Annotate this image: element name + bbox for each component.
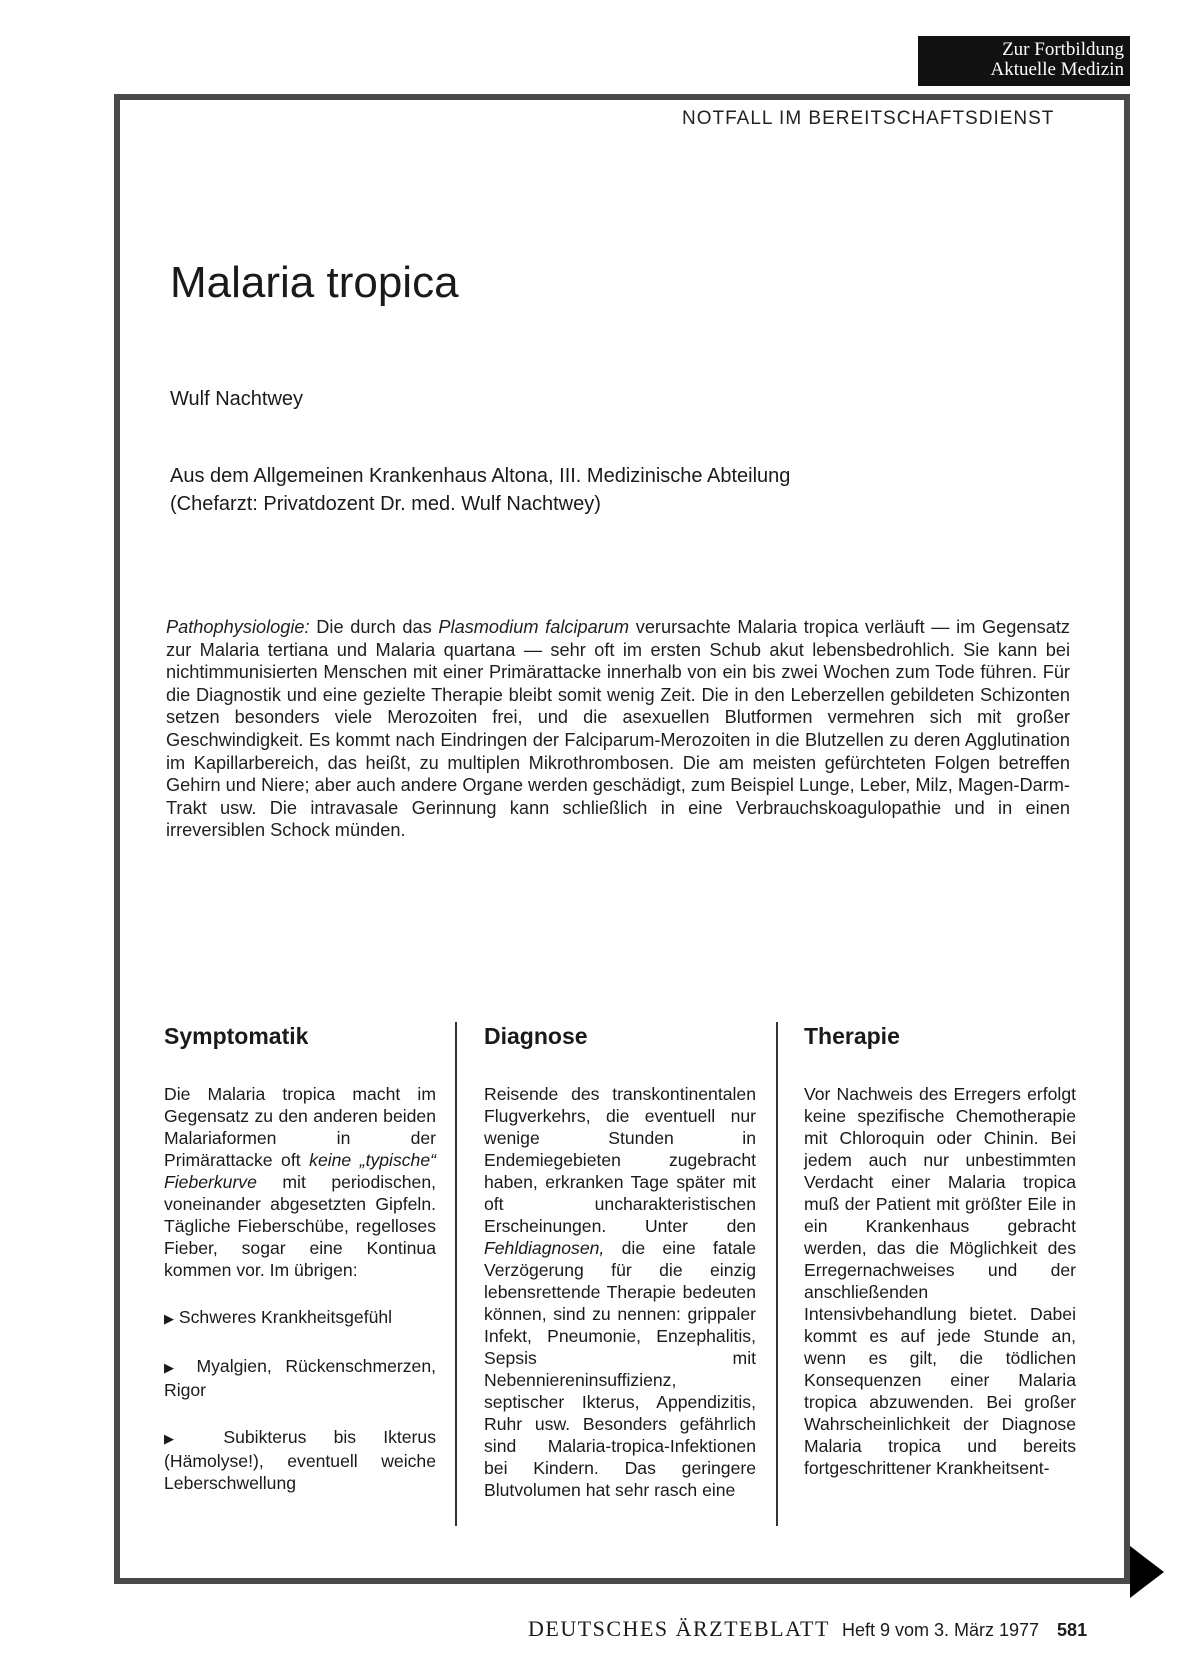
column-therapie: [804, 1022, 1076, 1479]
rubric-kicker: NOTFALL IM BEREITSCHAFTSDIENST: [682, 108, 1055, 129]
section-tag: [918, 36, 1130, 86]
symptom-bullet-text: Myalgien, Rückenschmerzen, Rigor: [164, 1356, 437, 1400]
affiliation-line-2: (Chefarzt: Privatdozent Dr. med. Wulf Nachtwey): [170, 493, 601, 515]
diagnose-paragraph: [484, 1083, 756, 1501]
symptomatik-text-1: Die Malaria tropica macht im Gegensatz zu den anderen beiden Malariaformen in der Primärattacke oft: [164, 1084, 436, 1170]
column-diagnose: [484, 1022, 756, 1501]
abstract-text-1: Die durch das: [309, 617, 439, 637]
section-tag-line-2: Aktuelle Medizin: [990, 59, 1124, 80]
section-tag-line-1: Zur Fortbildung: [1002, 39, 1124, 60]
symptom-bullet-text: Schweres Krankheitsgefühl: [178, 1307, 393, 1327]
symptomatik-emphasis: keine „typische“ Fieberkurve: [164, 1150, 436, 1192]
issue-info: Heft 9 vom 3. März 1977: [841, 1620, 1040, 1640]
heading-diagnose: Diagnose: [484, 1023, 588, 1049]
author-name: Wulf Nachtwey: [170, 388, 304, 410]
column-divider: [776, 1022, 778, 1526]
abstract: [166, 616, 1070, 842]
diagnose-text-1: Reisende des transkontinentalen Flugverkehrs, die eventuell nur wenige Stunden in Endemiegebieten zugebracht haben, erkranken Tage später mit oft uncharakteristischen Erscheinungen. Unter den: [484, 1084, 756, 1236]
column-divider: [455, 1022, 457, 1526]
symptom-bullet: [164, 1306, 436, 1330]
affiliation-line-1: Aus dem Allgemeinen Krankenhaus Altona, III. Medizinische Abteilung: [170, 465, 791, 487]
heading-symptomatik: Symptomatik: [164, 1023, 309, 1049]
symptom-bullet: [164, 1426, 436, 1494]
page-number: 581: [1057, 1620, 1088, 1640]
column-symptomatik: [164, 1022, 436, 1494]
therapie-paragraph: Vor Nachweis des Erregers erfolgt keine spezifische Chemotherapie mit Chloroquin oder Chinin. Bei jedem auch nur unbestimmten Verdacht einer Malaria tropica muß der Patient mit größter Eile in ein Krankenhaus gebracht werden, das die Möglichkeit des Erregernachweises und der anschließenden Intensivbehandlung bietet. Dabei kommt es auf jede Stunde an, wenn es gilt, die tödlichen Konsequenzen einer Malaria tropica abzuwenden. Bei großer Wahrscheinlichkeit der Diagnose Malaria tropica und bereits fortgeschrittener Krankheitsent-: [804, 1084, 1076, 1478]
symptomatik-paragraph: [164, 1083, 436, 1281]
page-footer: [528, 1616, 1087, 1642]
affiliation: [170, 462, 790, 518]
abstract-text-2: verursachte Malaria tropica verläuft — im Gegensatz zur Malaria tertiana und Malaria quartana — sehr oft im ersten Schub akut lebensbedrohlich. Sie kann bei nichtimmunisierten Menschen mit einer Primärattacke innerhalb von ein bis zwei Wochen zum Tode führen. Für die Diagnostik und eine gezielte Therapie bleibt somit wenig Zeit. Die in den Leberzellen gebildeten Schizonten setzen besonders viele Merozoiten frei, und die asexuellen Blutformen vermehren sich mit großer Geschwindigkeit. Es kommt nach Eindringen der Falciparum-Merozoiten in die Blutzellen zu deren Agglutination im Kapillarbereich, das heißt, zu multiplen Mikrothrombosen. Die am meisten gefürchteten Folgen betreffen Gehirn und Niere; aber auch andere Organe werden geschädigt, zum Beispiel Lunge, Leber, Milz, Magen-Darm-Trakt usw. Die intravasale Gerinnung kann schließlich in eine Verbrauchskoagulopathie und in einen irreversiblen Schock münden.: [166, 617, 1070, 841]
triangle-bullet-icon: ▶: [164, 1311, 174, 1326]
triangle-bullet-icon: ▶: [164, 1431, 197, 1446]
triangle-bullet-icon: ▶: [164, 1360, 183, 1375]
abstract-pathogen: Plasmodium falciparum: [438, 617, 630, 637]
heading-therapie: Therapie: [804, 1023, 900, 1049]
symptom-bullet-text: Subikterus bis Ikterus (Hämolyse!), eventuell weiche Leberschwellung: [164, 1427, 437, 1493]
journal-name: DEUTSCHES ÄRZTEBLATT: [528, 1616, 830, 1641]
article-title: Malaria tropica: [170, 258, 459, 307]
continue-arrow-icon: [1130, 1546, 1164, 1598]
abstract-label: Pathophysiologie:: [166, 617, 310, 637]
symptomatik-text-2: mit periodischen, voneinander abgesetzten Gipfeln. Tägliche Fieberschübe, regelloses Fieber, sogar eine Kontinua kommen vor. Im übrigen:: [164, 1172, 436, 1280]
diagnose-emphasis: Fehldiagnosen,: [484, 1238, 605, 1258]
diagnose-text-2: die eine fatale Verzögerung für die einzig lebensrettende Therapie bedeuten können, sind zu nennen: grippaler Infekt, Pneumonie, Enzephalitis, Sepsis mit Nebenniereninsuffizienz, septischer Ikterus, Appendizitis, Ruhr usw. Besonders gefährlich sind Malaria-tropica-Infektionen bei Kindern. Das geringere Blutvolumen hat sehr rasch eine: [484, 1238, 756, 1500]
symptom-bullet: [164, 1355, 436, 1401]
